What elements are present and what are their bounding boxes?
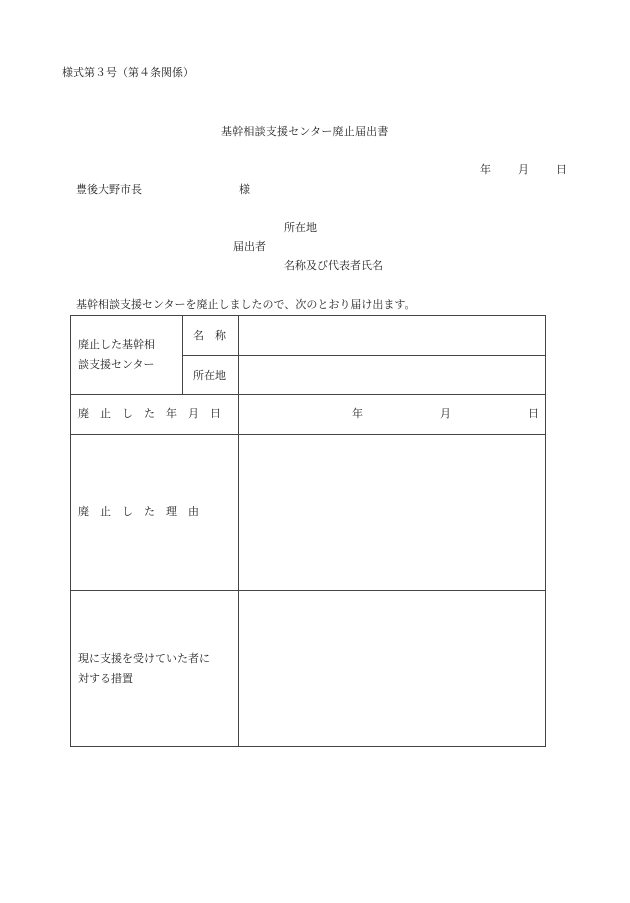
notifier-name-label: 名称及び代表者氏名 (284, 259, 383, 272)
center-address-field[interactable] (239, 356, 545, 394)
center-name-field[interactable] (239, 316, 545, 355)
measures-label (78, 649, 210, 689)
addressee-honorific: 様 (239, 183, 250, 196)
measures-label-line2: 対する措置 (78, 672, 133, 685)
center-address-label: 所在地 (193, 369, 226, 382)
intro-text: 基幹相談支援センターを廃止しましたので、次のとおり届け出ます。 (76, 298, 416, 311)
notifier-label: 届出者 (233, 240, 266, 253)
date-month-label: 月 (518, 163, 529, 176)
notifier-address-label: 所在地 (284, 221, 317, 234)
reason-field[interactable] (239, 435, 545, 590)
abolished-date-year: 年 (352, 407, 363, 420)
center-name-label: 名 称 (193, 329, 226, 342)
form-number: 様式第３号（第４条関係） (62, 66, 194, 79)
notification-form-table (70, 315, 546, 747)
date-day-label: 日 (556, 163, 567, 176)
measures-field[interactable] (239, 591, 545, 746)
center-label-line2: 談支援センター (78, 358, 155, 371)
page-title: 基幹相談支援センター廃止届出書 (221, 125, 389, 138)
date-year-label: 年 (480, 163, 491, 176)
reason-label: 廃 止 し た 理 由 (78, 505, 199, 518)
center-label (78, 335, 155, 375)
abolished-date-label: 廃 止 し た 年 月 日 (78, 407, 221, 420)
abolished-date-month: 月 (440, 407, 451, 420)
table-divider (71, 394, 545, 395)
center-label-line1: 廃止した基幹相 (78, 338, 155, 351)
measures-label-line1: 現に支援を受けていた者に (78, 652, 210, 665)
abolished-date-day: 日 (528, 407, 539, 420)
addressee-name: 豊後大野市長 (76, 183, 142, 196)
